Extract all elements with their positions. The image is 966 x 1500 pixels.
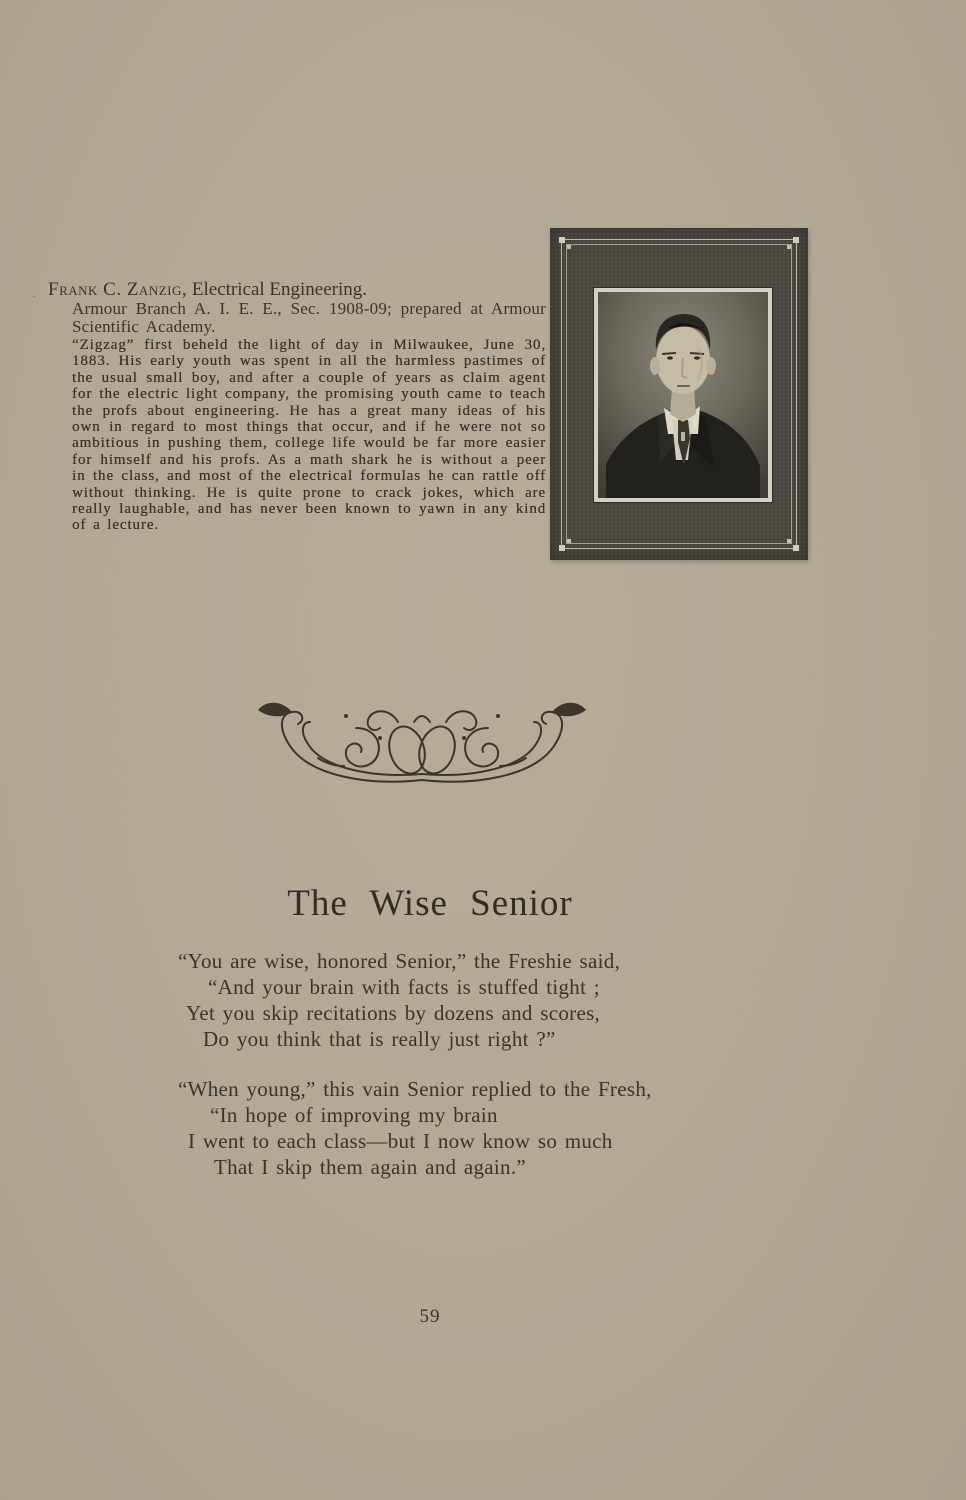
page-number: 59 — [419, 1306, 441, 1327]
frame-corner-ornament — [567, 245, 571, 249]
marginal-mark: · — [32, 289, 36, 303]
flourish-icon — [256, 686, 588, 794]
frame-corner-ornament — [567, 539, 571, 543]
frame-corner-ornament — [787, 245, 791, 249]
frame-corner-ornament — [559, 545, 565, 551]
poem-line: Do you think that is really just right ?” — [203, 1027, 556, 1051]
poem-line: Yet you skip recitations by dozens and scores, — [186, 1001, 601, 1025]
frame-corner-ornament — [787, 539, 791, 543]
poem-line: “You are wise, honored Senior,” the Freshie said, — [178, 949, 621, 973]
scrollwork-flourish-ornament — [256, 686, 588, 794]
student-heading — [32, 279, 548, 303]
portrait-photo — [594, 288, 772, 502]
frame-corner-ornament — [793, 545, 799, 551]
poem-title: The Wise Senior — [287, 883, 573, 924]
portrait-illustration — [598, 292, 768, 498]
student-department: Electrical Engineering. — [191, 279, 368, 300]
student-affiliation: Armour Branch A. I. E. E., Sec. 1908-09; prepared at Armour Scientific Academy. — [72, 299, 546, 336]
poem-line: “And your brain with facts is stuffed tight ; — [208, 975, 600, 999]
portrait-photo-card — [550, 228, 808, 560]
poem-stanza-2 — [178, 1076, 778, 1180]
student-entry — [32, 279, 548, 534]
poem-stanza-1 — [178, 948, 778, 1052]
poem-line: “In hope of improving my brain — [210, 1103, 498, 1127]
frame-corner-ornament — [793, 237, 799, 243]
student-name: Frank C. Zanzig, — [48, 279, 188, 300]
student-bio-text: “Zigzag” first beheld the light of day in Milwaukee, June 30, 1883. His early youth was spent in all the harmless pastimes of the usual small boy, and after a couple of years as claim agent for the electric light company, the promising youth came to teach the profs about engineering. He has a great many ideas of his own in regard to most things that occur, and if he were not so ambitious in pushing them, college life would be far more easier for himself and his profs. As a math shark he is without a peer in the class, and most of the electrical formulas he can rattle off without thinking. He is quite prone to crack jokes, which are really laughable, and has never been known to yawn in any kind of a lecture. — [72, 337, 546, 534]
poem-line: That I skip them again and again.” — [214, 1155, 527, 1179]
frame-corner-ornament — [559, 237, 565, 243]
poem-line: “When young,” this vain Senior replied to the Fresh, — [178, 1077, 652, 1101]
poem-line: I went to each class—but I now know so much — [188, 1129, 613, 1153]
